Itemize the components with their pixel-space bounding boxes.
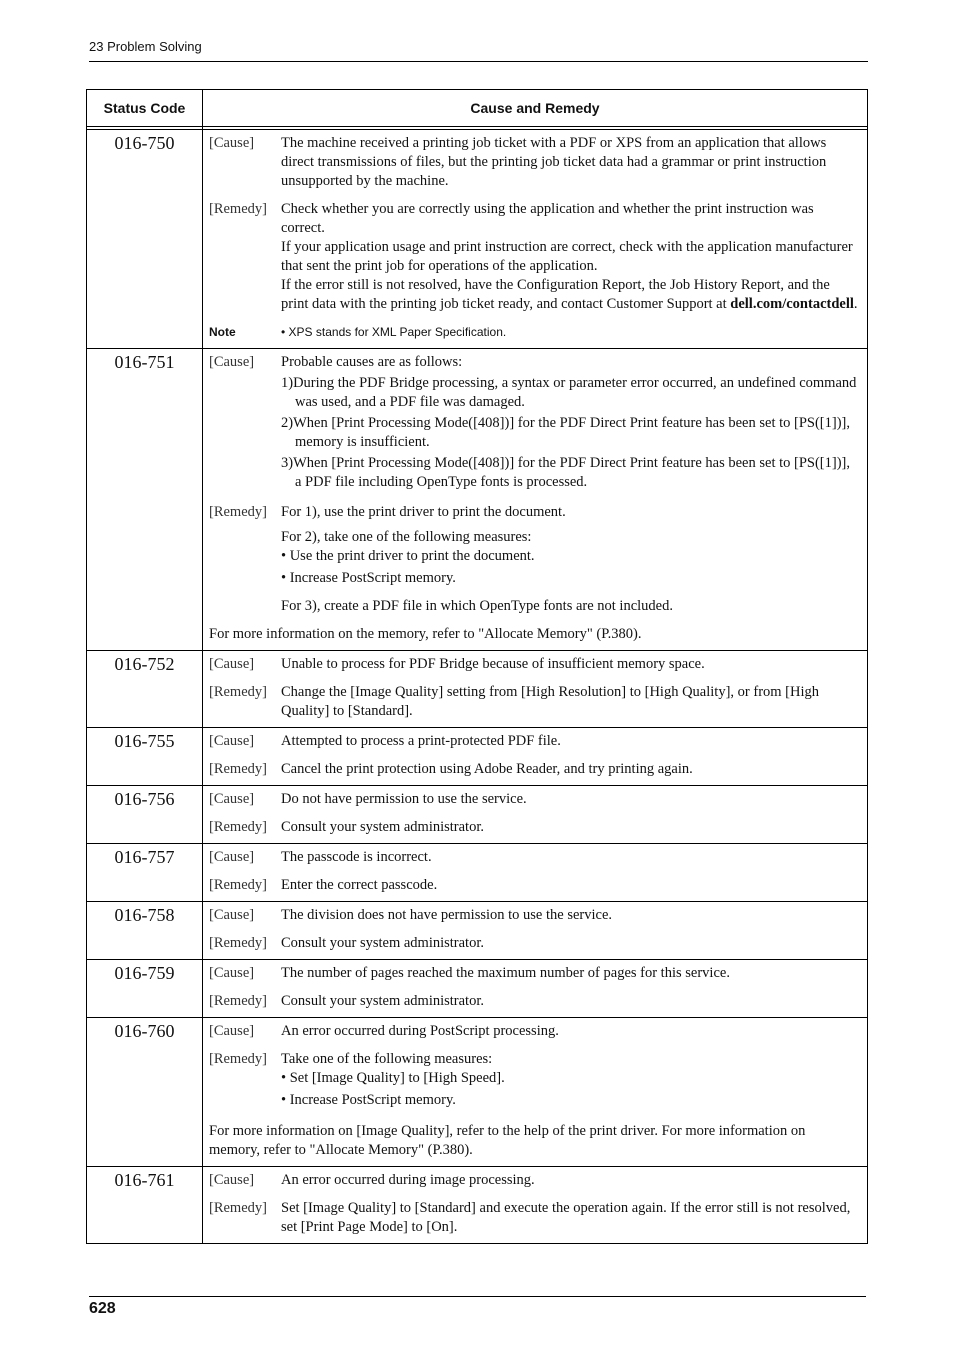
- page-number: 628: [89, 1300, 116, 1317]
- status-code: 016-759: [87, 960, 203, 1018]
- cause-remedy-cell: [203, 1018, 868, 1167]
- remedy-block: [209, 200, 859, 314]
- remedy-block: [209, 992, 859, 1011]
- remedy-text: Enter the correct passcode.: [281, 877, 438, 893]
- remedy-text: Consult your system administrator.: [281, 993, 484, 1009]
- note-text: • XPS stands for XML Paper Specification.: [281, 325, 507, 339]
- remedy-paragraph: Take one of the following measures:: [281, 1051, 493, 1067]
- cause-block: [209, 790, 859, 809]
- table-row: [87, 651, 868, 728]
- cause-list: [281, 374, 859, 492]
- remedy-paragraph: For 1), use the print driver to print the document.: [281, 504, 566, 520]
- cause-intro: Probable causes are as follows:: [281, 354, 463, 370]
- cause-text: Do not have permission to use the service.: [281, 791, 527, 807]
- remedy-label: [Remedy]: [209, 684, 267, 700]
- reference-text: For more information on the memory, refer to "Allocate Memory" (P.380).: [209, 626, 642, 642]
- footer-rule: [89, 1296, 866, 1297]
- remedy-label: [Remedy]: [209, 504, 267, 520]
- status-code: 016-750: [87, 130, 203, 349]
- status-code: 016-755: [87, 728, 203, 786]
- remedy-text: Change the [Image Quality] setting from [High Resolution] to [High Quality], or from [High Quality] to [Standard].: [281, 684, 820, 719]
- remedy-paragraph: For 2), take one of the following measures:: [281, 529, 532, 545]
- remedy-block: [209, 1199, 859, 1237]
- cause-remedy-cell: [203, 130, 868, 349]
- remedy-text: [281, 200, 859, 314]
- remedy-label: [Remedy]: [209, 935, 267, 951]
- cause-remedy-cell: [203, 786, 868, 844]
- remedy-block: [209, 934, 859, 953]
- cause-block: [209, 655, 859, 674]
- cause-label: [Cause]: [209, 354, 255, 370]
- cause-label: [Cause]: [209, 1023, 255, 1039]
- note-block: [209, 323, 859, 342]
- cause-text: The machine received a printing job ticket with a PDF or XPS from an application that allows direct transmissions of files, but the printing job ticket data had a grammar or print instruction unsupported by the machine.: [281, 135, 827, 189]
- remedy-label: [Remedy]: [209, 819, 267, 835]
- cause-text: The division does not have permission to use the service.: [281, 907, 613, 923]
- remedy-sentence: If the error still is not resolved, have the Configuration Report, the Job History Report, and the print data with the printing job ticket ready, and contact Customer Support at: [281, 277, 830, 312]
- list-item: • Increase PostScript memory.: [281, 570, 456, 586]
- remedy-text: Consult your system administrator.: [281, 819, 484, 835]
- remedy-label: [Remedy]: [209, 1051, 267, 1067]
- cause-label: [Cause]: [209, 733, 255, 749]
- status-code: 016-752: [87, 651, 203, 728]
- cause-remedy-cell: [203, 844, 868, 902]
- cause-label: [Cause]: [209, 656, 255, 672]
- cause-label: [Cause]: [209, 907, 255, 923]
- cause-remedy-cell: [203, 728, 868, 786]
- remedy-block: [209, 760, 859, 779]
- remedy-label: [Remedy]: [209, 993, 267, 1009]
- remedy-text: Set [Image Quality] to [Standard] and execute the operation again. If the error still is not resolved, set [Print Page Mode] to [On].: [281, 1200, 851, 1235]
- remedy-paragraph: Check whether you are correctly using the application and whether the print instruction was correct.: [281, 201, 814, 236]
- status-code: 016-760: [87, 1018, 203, 1167]
- list-item: • Use the print driver to print the document.: [281, 548, 535, 564]
- status-code-table: [86, 89, 868, 1244]
- remedy-block: [209, 1050, 859, 1113]
- status-code: 016-758: [87, 902, 203, 960]
- cause-remedy-cell: [203, 902, 868, 960]
- status-code: 016-761: [87, 1167, 203, 1244]
- remedy-block: [209, 683, 859, 721]
- list-item: • Set [Image Quality] to [High Speed].: [281, 1070, 505, 1086]
- list-item: • Increase PostScript memory.: [281, 1092, 456, 1108]
- cause-block: [209, 1022, 859, 1041]
- cause-block: [209, 353, 859, 494]
- note-label: Note: [209, 325, 236, 339]
- table-row: [87, 130, 868, 349]
- table-row: [87, 844, 868, 902]
- cause-block: [209, 732, 859, 751]
- running-header: [89, 39, 868, 62]
- support-link[interactable]: dell.com/contactdell: [730, 296, 854, 312]
- cause-remedy-cell: [203, 651, 868, 728]
- cause-text: An error occurred during image processing.: [281, 1172, 535, 1188]
- table-row: [87, 349, 868, 651]
- remedy-label: [Remedy]: [209, 1200, 267, 1216]
- remedy-block: [209, 876, 859, 895]
- status-code: 016-756: [87, 786, 203, 844]
- remedy-text: Consult your system administrator.: [281, 935, 484, 951]
- list-item: 2)When [Print Processing Mode([408])] for the PDF Direct Print feature has been set to [PS([1])], memory is insufficient.: [281, 415, 850, 450]
- cause-label: [Cause]: [209, 849, 255, 865]
- table-row: [87, 960, 868, 1018]
- status-code: 016-757: [87, 844, 203, 902]
- cause-label: [Cause]: [209, 791, 255, 807]
- cause-remedy-cell: [203, 349, 868, 651]
- cause-remedy-cell: [203, 1167, 868, 1244]
- cause-remedy-cell: [203, 960, 868, 1018]
- column-header-cause-remedy: Cause and Remedy: [203, 90, 868, 127]
- table-header-row: [87, 90, 868, 127]
- table-row: [87, 786, 868, 844]
- cause-label: [Cause]: [209, 965, 255, 981]
- cause-block: [209, 964, 859, 983]
- remedy-label: [Remedy]: [209, 761, 267, 777]
- cause-text: Attempted to process a print-protected PDF file.: [281, 733, 561, 749]
- remedy-block: [209, 818, 859, 837]
- chapter-title: 23 Problem Solving: [89, 39, 202, 54]
- cause-block: [209, 1171, 859, 1190]
- remedy-paragraph: For 3), create a PDF file in which OpenType fonts are not included.: [281, 598, 673, 614]
- column-header-status-code: Status Code: [87, 90, 203, 127]
- cause-label: [Cause]: [209, 135, 255, 151]
- cause-block: [209, 906, 859, 925]
- list-item: 3)When [Print Processing Mode([408])] for the PDF Direct Print feature has been set to [PS([1])], a PDF file including OpenType fonts is processed.: [281, 455, 850, 490]
- cause-text: [281, 353, 859, 494]
- remedy-text: [281, 1050, 859, 1113]
- cause-text: Unable to process for PDF Bridge because of insufficient memory space.: [281, 656, 705, 672]
- cause-block: [209, 134, 859, 191]
- table-row: [87, 1018, 868, 1167]
- remedy-block: [209, 503, 859, 616]
- status-code: 016-751: [87, 349, 203, 651]
- remedy-bullets: [281, 547, 859, 588]
- cause-text: An error occurred during PostScript processing.: [281, 1023, 559, 1039]
- table-row: [87, 1167, 868, 1244]
- table-row: [87, 728, 868, 786]
- list-item: 1)During the PDF Bridge processing, a syntax or parameter error occurred, an undefined command was used, and a PDF file was damaged.: [281, 375, 857, 410]
- remedy-paragraph: If your application usage and print instruction are correct, check with the application manufacturer that sent the print job for operations of the application.: [281, 239, 853, 274]
- cause-text: The number of pages reached the maximum number of pages for this service.: [281, 965, 730, 981]
- table-row: [87, 902, 868, 960]
- remedy-label: [Remedy]: [209, 201, 267, 217]
- remedy-text: Cancel the print protection using Adobe Reader, and try printing again.: [281, 761, 693, 777]
- cause-text: The passcode is incorrect.: [281, 849, 432, 865]
- reference-text: For more information on [Image Quality], refer to the help of the print driver. For more information on memory, refer to "Allocate Memory" (P.380).: [209, 1123, 806, 1158]
- remedy-text: [281, 503, 859, 616]
- cause-label: [Cause]: [209, 1172, 255, 1188]
- remedy-paragraph: If the error still is not resolved, have the Configuration Report, the Job History Report, and the print data with the printing job ticket ready, and contact Customer Support at dell.com/contactdell.: [281, 277, 858, 312]
- remedy-bullets: [281, 1069, 859, 1110]
- remedy-label: [Remedy]: [209, 877, 267, 893]
- cause-block: [209, 848, 859, 867]
